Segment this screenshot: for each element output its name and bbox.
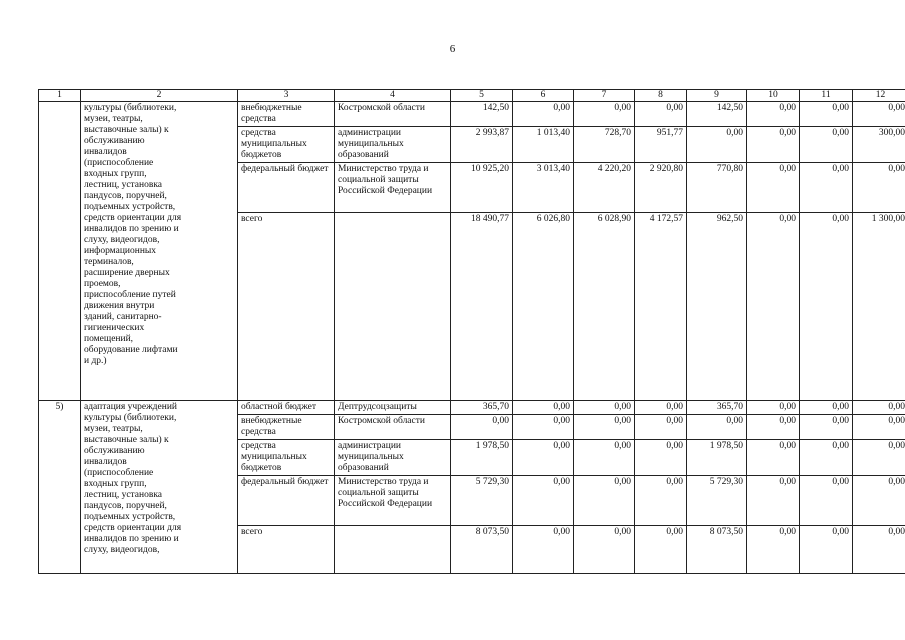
- amount-cell: 0,00: [853, 526, 905, 574]
- amount-cell: 0,00: [800, 415, 853, 440]
- amount-cell: 0,00: [800, 102, 853, 127]
- amount-cell: 1 978,50: [687, 440, 747, 476]
- header-cell: 3: [238, 90, 335, 102]
- amount-cell: 0,00: [800, 127, 853, 163]
- amount-cell: 0,00: [687, 127, 747, 163]
- executor: Костромской области: [335, 102, 451, 127]
- description-line: инвалидов: [84, 457, 127, 467]
- amount-cell: 0,00: [853, 415, 905, 440]
- header-cell: 8: [635, 90, 687, 102]
- item-index: [39, 102, 81, 401]
- amount-cell: 1 300,00: [853, 213, 905, 401]
- description-line: музеи, театры,: [84, 424, 143, 434]
- description-line: инвалидов: [84, 147, 127, 157]
- amount-cell: 8 073,50: [687, 526, 747, 574]
- executor: Костромской области: [335, 415, 451, 440]
- amount-cell: 0,00: [513, 440, 574, 476]
- description-line: выставочные залы) к: [84, 125, 169, 135]
- amount-cell: 18 490,77: [451, 213, 513, 401]
- amount-cell: 0,00: [853, 440, 905, 476]
- header-cell: 1: [39, 90, 81, 102]
- description-line: входных групп,: [84, 169, 147, 179]
- amount-cell: 0,00: [513, 102, 574, 127]
- amount-cell: 0,00: [635, 102, 687, 127]
- amount-cell: 1 978,50: [451, 440, 513, 476]
- description-line: лестниц, установка: [84, 490, 163, 500]
- amount-cell: 0,00: [747, 476, 800, 526]
- amount-cell: 951,77: [635, 127, 687, 163]
- funding-source: федеральный бюджет: [238, 476, 335, 526]
- table-row: [39, 102, 905, 127]
- amount-cell: 0,00: [574, 401, 635, 415]
- executor: Дептрудсоцзащиты: [335, 401, 451, 415]
- amount-cell: 0,00: [747, 127, 800, 163]
- amount-cell: 0,00: [800, 163, 853, 213]
- description-line: входных групп,: [84, 479, 147, 489]
- amount-cell: 0,00: [635, 415, 687, 440]
- header-cell: 2: [81, 90, 238, 102]
- amount-cell: 8 073,50: [451, 526, 513, 574]
- funding-source: средства муниципальных бюджетов: [238, 440, 335, 476]
- description-line: зданий, санитарно-: [84, 312, 162, 322]
- amount-cell: 0,00: [747, 440, 800, 476]
- executor: Министерство труда и социальной защиты Российской Федерации: [335, 163, 451, 213]
- description-line: пандусов, поручней,: [84, 191, 167, 201]
- description-line: инвалидов по зрению и: [84, 224, 179, 234]
- description-line: слуху, видеогидов,: [84, 235, 160, 245]
- description-line: информационных: [84, 246, 157, 256]
- amount-cell: 0,00: [635, 526, 687, 574]
- description-line: выставочные залы) к: [84, 435, 169, 445]
- amount-cell: 0,00: [574, 415, 635, 440]
- description-line: терминалов,: [84, 257, 134, 267]
- amount-cell: 0,00: [853, 102, 905, 127]
- amount-cell: 0,00: [635, 401, 687, 415]
- header-cell: 11: [800, 90, 853, 102]
- executor: Министерство труда и социальной защиты Российской Федерации: [335, 476, 451, 526]
- amount-cell: 142,50: [687, 102, 747, 127]
- amount-cell: 0,00: [513, 415, 574, 440]
- amount-cell: 962,50: [687, 213, 747, 401]
- item-description: [81, 401, 238, 574]
- amount-cell: 0,00: [800, 401, 853, 415]
- amount-cell: 4 220,20: [574, 163, 635, 213]
- executor: администрации муниципальных образований: [335, 440, 451, 476]
- amount-cell: 0,00: [687, 415, 747, 440]
- amount-cell: 0,00: [574, 440, 635, 476]
- amount-cell: 142,50: [451, 102, 513, 127]
- amount-cell: 0,00: [574, 476, 635, 526]
- amount-cell: 0,00: [451, 415, 513, 440]
- description-line: пандусов, поручней,: [84, 501, 167, 511]
- item-index: 5): [39, 401, 81, 574]
- amount-cell: 3 013,40: [513, 163, 574, 213]
- amount-cell: 5 729,30: [687, 476, 747, 526]
- header-cell: 5: [451, 90, 513, 102]
- funding-source: всего: [238, 213, 335, 401]
- funding-source: всего: [238, 526, 335, 574]
- header-cell: 4: [335, 90, 451, 102]
- funding-source: областной бюджет: [238, 401, 335, 415]
- description-line: культуры (библиотеки,: [84, 103, 177, 113]
- description-line: помещений,: [84, 334, 134, 344]
- amount-cell: 770,80: [687, 163, 747, 213]
- amount-cell: 0,00: [513, 526, 574, 574]
- amount-cell: 10 925,20: [451, 163, 513, 213]
- header-cell: 7: [574, 90, 635, 102]
- header-cell: 6: [513, 90, 574, 102]
- description-line: проемов,: [84, 279, 121, 289]
- funding-source: внебюджетные средства: [238, 102, 335, 127]
- amount-cell: 365,70: [451, 401, 513, 415]
- funding-source: федеральный бюджет: [238, 163, 335, 213]
- program-table: [38, 89, 905, 574]
- amount-cell: 0,00: [853, 401, 905, 415]
- amount-cell: 6 026,80: [513, 213, 574, 401]
- executor: администрации муниципальных образований: [335, 127, 451, 163]
- amount-cell: 0,00: [800, 213, 853, 401]
- header-row: [39, 90, 905, 102]
- amount-cell: 1 013,40: [513, 127, 574, 163]
- table-row: [39, 401, 905, 415]
- description-line: адаптация учреждений: [84, 402, 177, 412]
- amount-cell: 0,00: [635, 476, 687, 526]
- funding-source: средства муниципальных бюджетов: [238, 127, 335, 163]
- description-line: подъемных устройств,: [84, 512, 176, 522]
- header-cell: 10: [747, 90, 800, 102]
- executor: [335, 526, 451, 574]
- description-line: приспособление путей: [84, 290, 176, 300]
- description-line: музеи, театры,: [84, 114, 143, 124]
- amount-cell: 0,00: [800, 476, 853, 526]
- description-line: (приспособление: [84, 158, 154, 168]
- amount-cell: 0,00: [635, 440, 687, 476]
- amount-cell: 0,00: [513, 401, 574, 415]
- funding-source: внебюджетные средства: [238, 415, 335, 440]
- description-line: слуху, видеогидов,: [84, 545, 160, 555]
- amount-cell: 0,00: [747, 102, 800, 127]
- description-line: движения внутри: [84, 301, 155, 311]
- amount-cell: 0,00: [747, 526, 800, 574]
- amount-cell: 300,00: [853, 127, 905, 163]
- amount-cell: 0,00: [747, 163, 800, 213]
- description-line: (приспособление: [84, 468, 154, 478]
- amount-cell: 0,00: [574, 526, 635, 574]
- amount-cell: 0,00: [574, 102, 635, 127]
- description-line: гигиенических: [84, 323, 145, 333]
- amount-cell: 0,00: [853, 163, 905, 213]
- amount-cell: 2 993,87: [451, 127, 513, 163]
- amount-cell: 728,70: [574, 127, 635, 163]
- description-line: средств ориентации для: [84, 523, 182, 533]
- amount-cell: 0,00: [513, 476, 574, 526]
- item-description: [81, 102, 238, 401]
- description-line: лестниц, установка: [84, 180, 163, 190]
- amount-cell: 365,70: [687, 401, 747, 415]
- header-cell: 12: [853, 90, 905, 102]
- amount-cell: 0,00: [747, 213, 800, 401]
- header-cell: 9: [687, 90, 747, 102]
- description-line: инвалидов по зрению и: [84, 534, 179, 544]
- amount-cell: 0,00: [747, 415, 800, 440]
- amount-cell: 4 172,57: [635, 213, 687, 401]
- description-line: средств ориентации для: [84, 213, 182, 223]
- description-line: подъемных устройств,: [84, 202, 176, 212]
- description-line: оборудование лифтами: [84, 345, 178, 355]
- description-line: обслуживанию: [84, 136, 145, 146]
- amount-cell: 0,00: [747, 401, 800, 415]
- description-line: культуры (библиотеки,: [84, 413, 177, 423]
- executor: [335, 213, 451, 401]
- amount-cell: 2 920,80: [635, 163, 687, 213]
- amount-cell: 6 028,90: [574, 213, 635, 401]
- page-number: 6: [449, 43, 456, 55]
- amount-cell: 0,00: [800, 440, 853, 476]
- amount-cell: 0,00: [800, 526, 853, 574]
- description-line: и др.): [84, 356, 107, 366]
- description-line: обслуживанию: [84, 446, 145, 456]
- amount-cell: 0,00: [853, 476, 905, 526]
- amount-cell: 5 729,30: [451, 476, 513, 526]
- description-line: расширение дверных: [84, 268, 170, 278]
